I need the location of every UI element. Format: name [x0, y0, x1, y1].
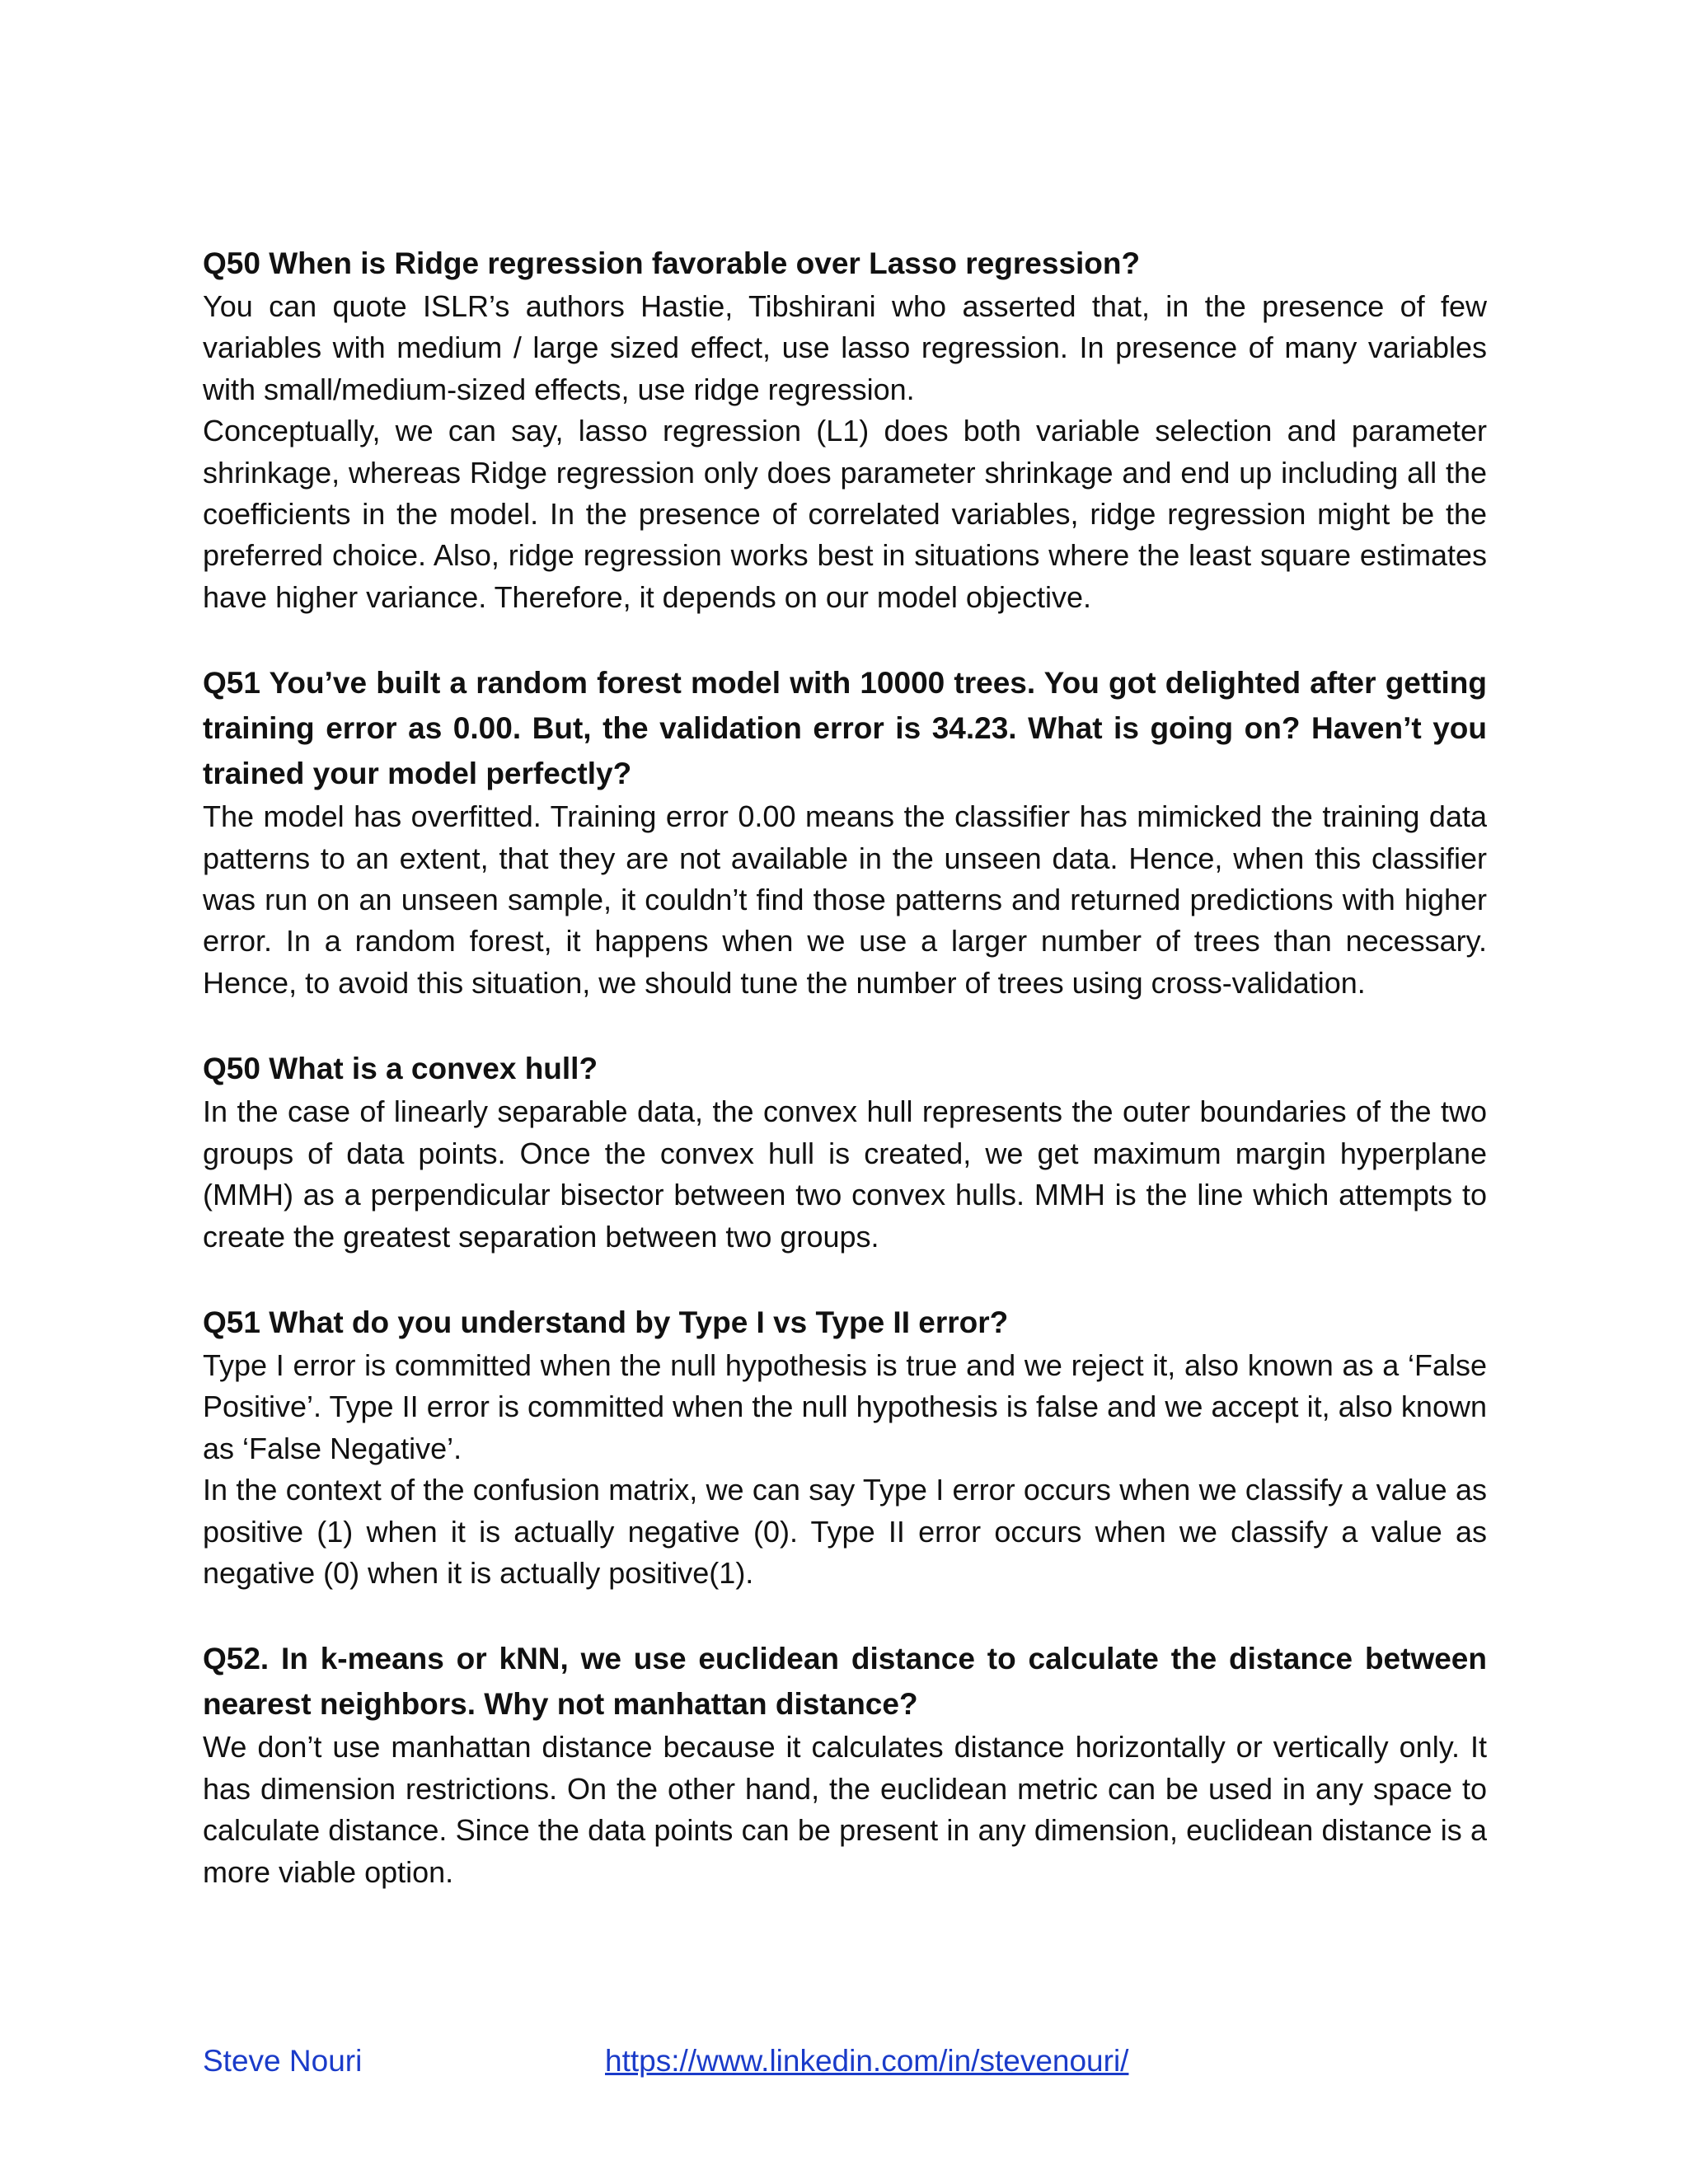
document-body	[203, 241, 1487, 1935]
section-euclidean-vs-manhattan	[203, 1636, 1487, 1893]
question-title: Q52. In k-means or kNN, we use euclidean distance to calculate the distance between nearest neighbors. Why not manhattan distance?	[203, 1642, 1487, 1722]
linkedin-link[interactable]: https://www.linkedin.com/in/stevenouri/	[605, 2044, 1129, 2078]
section-ridge-vs-lasso	[203, 241, 1487, 618]
answer-paragraph: You can quote ISLR’s authors Hastie, Tibshirani who asserted that, in the presence of few variables with medium / large sized effect, use lasso regression. In presence of many variables with small/medium-sized effects, use ridge regression.	[203, 289, 1487, 406]
author-name: Steve Nouri	[203, 2044, 363, 2078]
question-title: Q50 What is a convex hull?	[203, 1052, 598, 1086]
answer-paragraph: We don’t use manhattan distance because it calculates distance horizontally or vertically only. It has dimension restrictions. On the other hand, the euclidean metric can be used in any space to calculate distance. Since the data points can be present in any dimension, euclidean distance is a more viable option.	[203, 1730, 1487, 1889]
section-type-errors	[203, 1300, 1487, 1594]
answer-paragraph: The model has overfitted. Training error 0.00 means the classifier has mimicked the training data patterns to an extent, that they are not available in the unseen data. Hence, when this classifier was run on an unseen sample, it couldn’t find those patterns and returned predictions with higher error. In a random forest, it happens when we use a larger number of trees than necessary. Hence, to avoid this situation, we should tune the number of trees using cross-validation.	[203, 799, 1487, 1000]
section-random-forest-overfit	[203, 660, 1487, 1004]
page-footer	[203, 2041, 1487, 2082]
answer-paragraph: In the context of the confusion matrix, we can say Type I error occurs when we classify a value as positive (1) when it is actually negative (0). Type II error occurs when we classify a value as negative (0) when it is actually positive(1).	[203, 1473, 1487, 1590]
answer-paragraph: Conceptually, we can say, lasso regression (L1) does both variable selection and parameter shrinkage, whereas Ridge regression only does parameter shrinkage and end up including all the coefficients in the model. In the presence of correlated variables, ridge regression might be the preferred choice. Also, ridge regression works best in situations where the least square estimates have higher variance. Therefore, it depends on our model objective.	[203, 414, 1487, 614]
answer-paragraph: In the case of linearly separable data, the convex hull represents the outer boundaries of the two groups of data points. Once the convex hull is created, we get maximum margin hyperplane (MMH) as a perpendicular bisector between two convex hulls. MMH is the line which attempts to create the greatest separation between two groups.	[203, 1094, 1487, 1254]
answer-paragraph: Type I error is committed when the null hypothesis is true and we reject it, also known as a ‘False Positive’. Type II error is committed when the null hypothesis is false and we accept it, also known as ‘False Negative’.	[203, 1347, 1487, 1465]
question-title: Q51 What do you understand by Type I vs Type II error?	[203, 1305, 1009, 1339]
section-convex-hull	[203, 1046, 1487, 1258]
question-title: Q50 When is Ridge regression favorable over Lasso regression?	[203, 246, 1141, 280]
question-title: Q51 You’ve built a random forest model with 10000 trees. You got delighted after getting training error as 0.00. But, the validation error is 34.23. What is going on? Haven’t you trained your model perfectly?	[203, 666, 1487, 791]
